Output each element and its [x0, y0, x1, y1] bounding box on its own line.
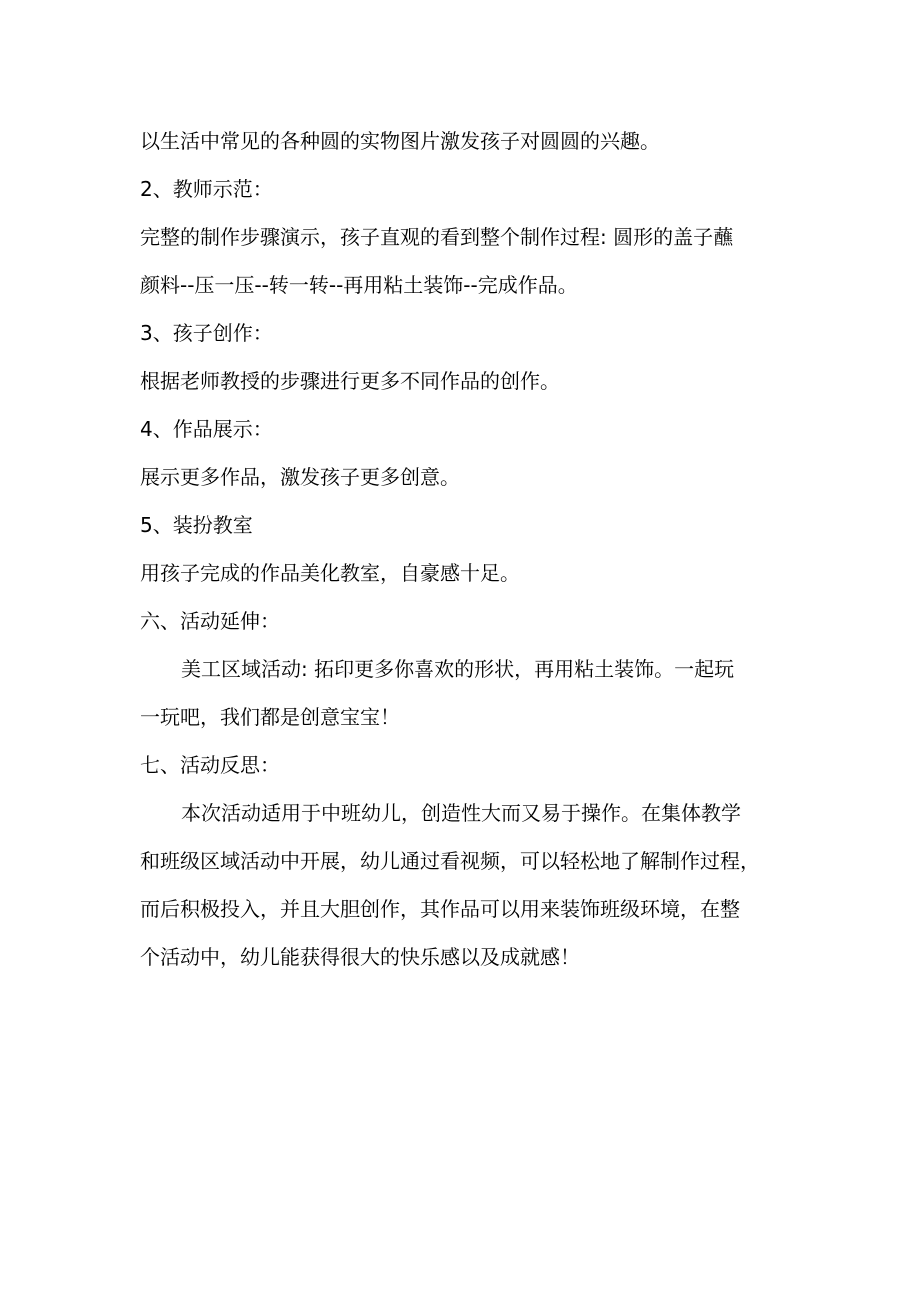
section-4-text: 展示更多作品，激发孩子更多创意。 [140, 465, 460, 489]
section-3-heading: 3、孩子创作： [140, 321, 273, 345]
intro-paragraph-line: 以生活中常见的各种圆的实物图片激发孩子对圆圆的兴趣。 [140, 129, 660, 153]
section-6-heading: 六、活动延伸： [140, 609, 280, 633]
section-4-heading: 4、作品展示： [140, 417, 273, 441]
section-7-text-line-1: 本次活动适用于中班幼儿，创造性大而又易于操作。在集体教学 [181, 801, 741, 825]
section-7-text-line-2: 和班级区域活动中开展，幼儿通过看视频，可以轻松地了解制作过程， [140, 849, 760, 873]
section-5-text: 用孩子完成的作品美化教室，自豪感十足。 [140, 561, 520, 585]
section-3-text: 根据老师教授的步骤进行更多不同作品的创作。 [140, 369, 560, 393]
section-5-heading: 5、装扮教室 [140, 513, 253, 537]
section-7-text-line-3: 而后积极投入，并且大胆创作，其作品可以用来装饰班级环境，在整 [140, 897, 740, 921]
section-2-heading: 2、教师示范： [140, 177, 273, 201]
section-6-text-line-1: 美工区域活动: 拓印更多你喜欢的形状，再用粘土装饰。一起玩 [181, 657, 735, 681]
document-body [140, 117, 785, 981]
section-7-heading: 七、活动反思： [140, 753, 280, 777]
section-7-text-line-4: 个活动中，幼儿能获得很大的快乐感以及成就感！ [140, 945, 580, 969]
section-6-text-line-2: 一玩吧，我们都是创意宝宝！ [140, 705, 400, 729]
section-2-text-line-2: 颜料--压一压--转一转--再用粘土装饰--完成作品。 [140, 273, 578, 297]
section-2-text-line-1: 完整的制作步骤演示，孩子直观的看到整个制作过程: 圆形的盖子蘸 [140, 225, 734, 249]
